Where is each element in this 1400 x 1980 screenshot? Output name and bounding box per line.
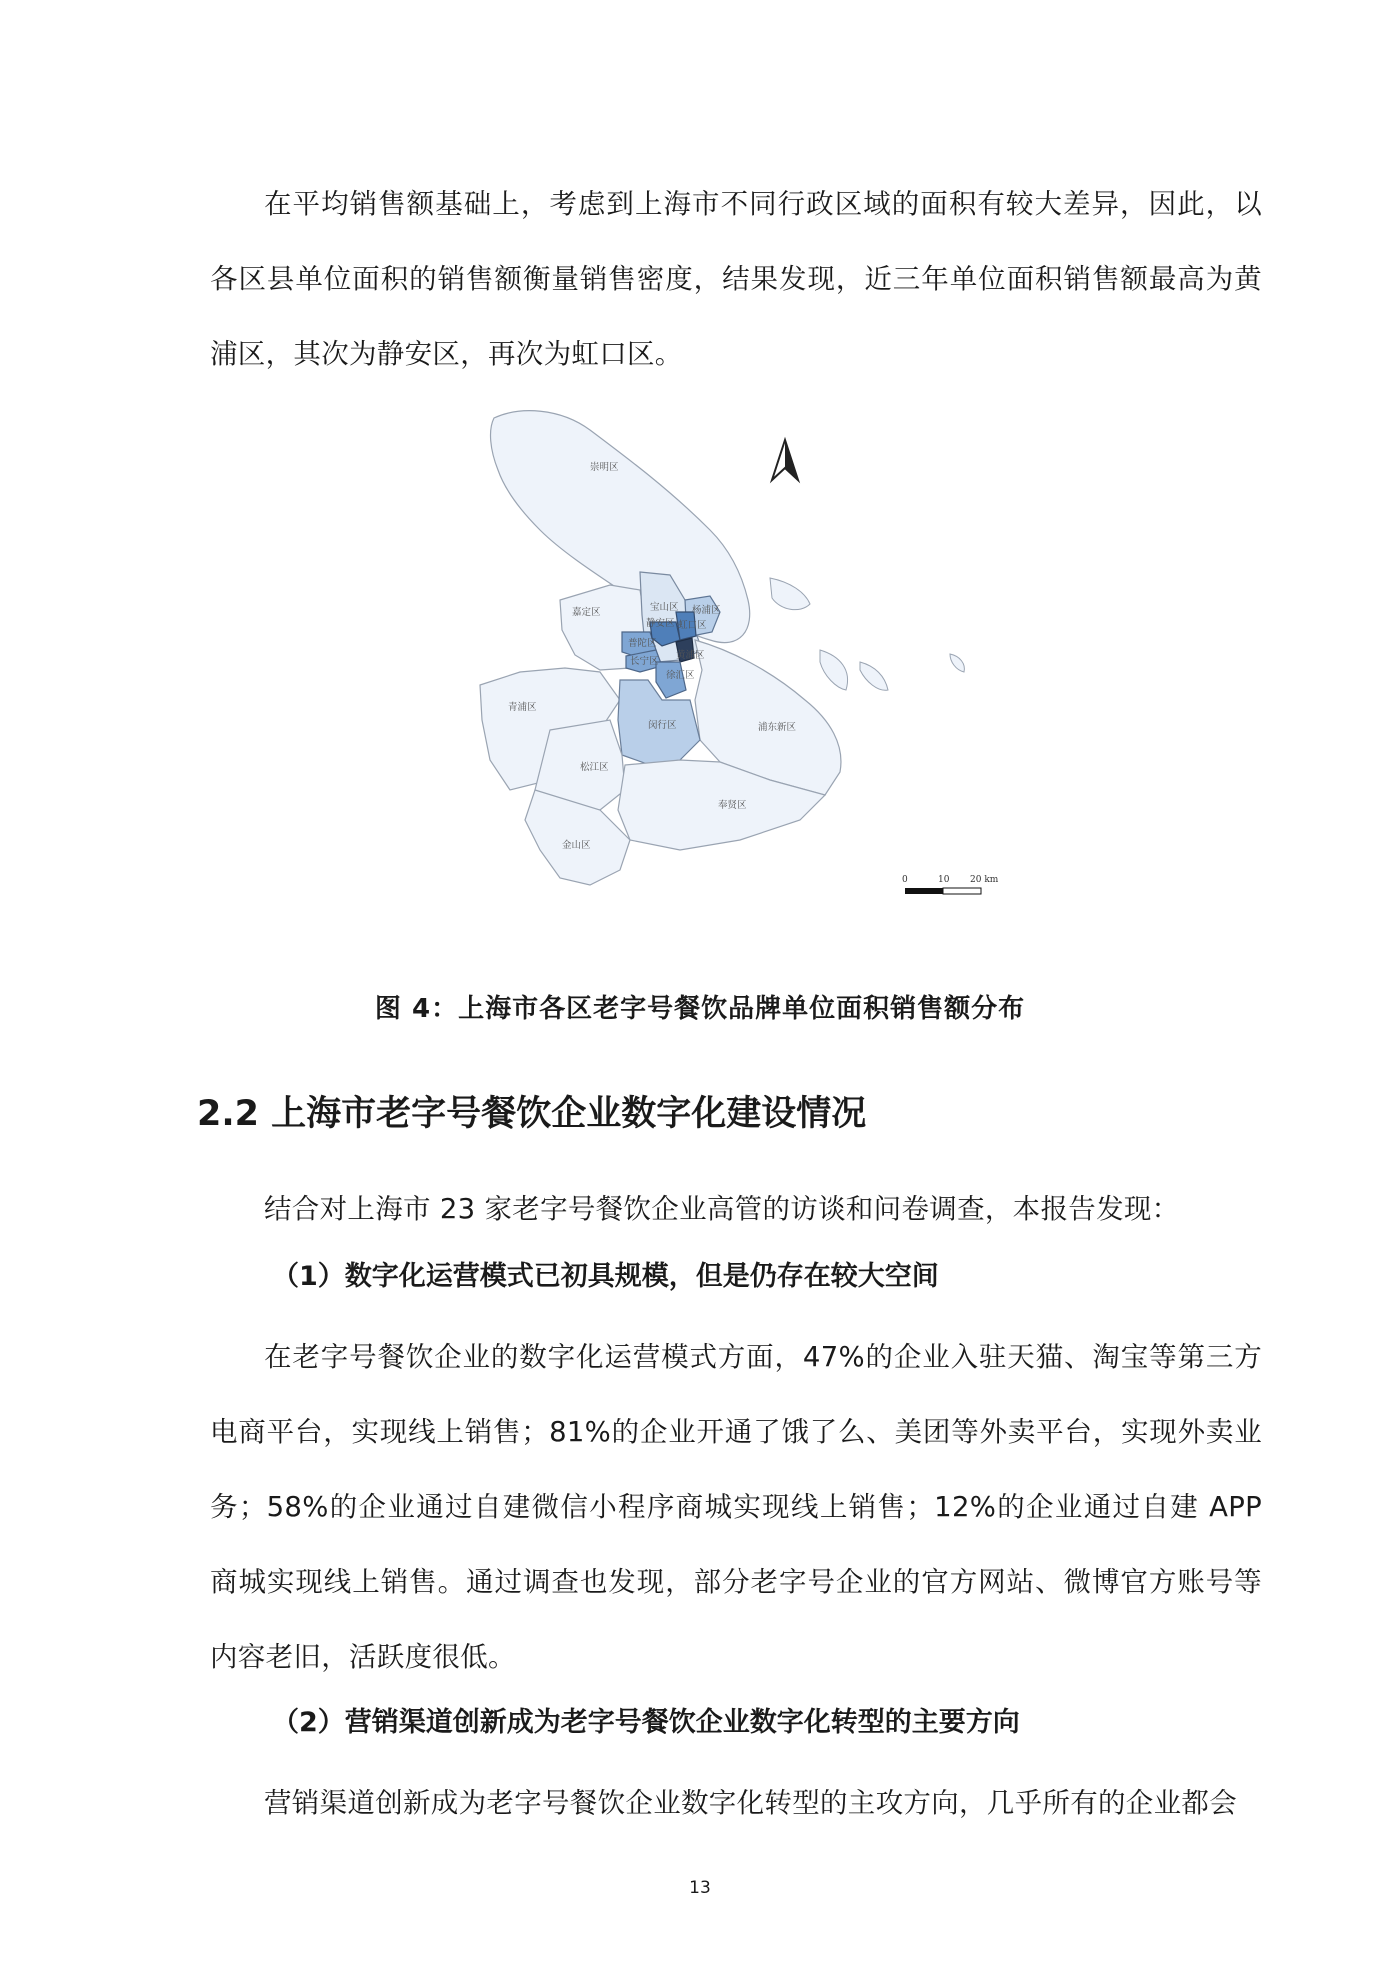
label-jingan: 静安区: [646, 618, 675, 629]
figure-caption: 图 4：上海市各区老字号餐饮品牌单位面积销售额分布: [374, 994, 1026, 1024]
scale-label-ten: 10: [938, 875, 950, 885]
shanghai-district-map: [480, 400, 999, 960]
section-intro: 结合对上海市 23 家老字号餐饮企业高管的访谈和问卷调查，本报告发现：: [264, 1193, 1180, 1225]
north-arrow-icon: [772, 440, 798, 480]
label-songjiang: 松江区: [580, 762, 609, 773]
page-number: 13: [689, 1878, 711, 1898]
label-fengxian: 奉贤区: [718, 800, 747, 811]
label-yangpu: 杨浦区: [692, 605, 721, 616]
scale-label-twenty: 20 km: [970, 875, 999, 885]
label-qingpu: 青浦区: [508, 702, 537, 713]
intro-paragraph: 在平均销售额基础上，考虑到上海市不同行政区域的面积有较大差异，因此，以各区县单位面积的销售额衡量销售密度，结果发现，近三年单位面积销售额最高为黄浦区，其次为静安区，再次为虹口区。: [210, 188, 1262, 370]
label-xuhui: 徐汇区: [666, 670, 695, 681]
label-pudong: 浦东新区: [758, 722, 797, 733]
section-heading: 2.2 上海市老字号餐饮企业数字化建设情况: [197, 1094, 867, 1134]
paragraph-2: 营销渠道创新成为老字号餐饮企业数字化转型的主攻方向，几乎所有的企业都会: [264, 1787, 1237, 1819]
label-changning: 长宁区: [630, 656, 659, 667]
label-minhang: 闵行区: [648, 720, 677, 731]
subheading-1: （1）数字化运营模式已初具规模，但是仍存在较大空间: [272, 1261, 939, 1292]
scale-label-zero: 0: [902, 875, 908, 885]
label-jinshan: 金山区: [562, 840, 591, 851]
label-baoshan: 宝山区: [650, 602, 679, 613]
label-chongming: 崇明区: [590, 462, 619, 473]
label-jiading: 嘉定区: [572, 607, 601, 618]
map-district-jinshan: [525, 790, 630, 885]
scale-bar: [902, 875, 999, 894]
label-putuo: 普陀区: [628, 638, 657, 649]
label-hongkou: 虹口区: [678, 620, 707, 631]
label-huangpu: 黄浦区: [676, 650, 705, 661]
subheading-2: （2）营销渠道创新成为老字号餐饮企业数字化转型的主要方向: [272, 1707, 1020, 1738]
paragraph-1: 在老字号餐饮企业的数字化运营模式方面，47%的企业入驻天猫、淘宝等第三方电商平台，实现线上销售；81%的企业开通了饿了么、美团等外卖平台，实现外卖业务；58%的企业通过自建微信小程序商城实现线上销售；12%的企业通过自建 APP 商城实现线上销售。通过调查也发现，部分老字号企业的官方网站、微博官方账号等内容老旧，活跃度很低。: [210, 1341, 1262, 1673]
